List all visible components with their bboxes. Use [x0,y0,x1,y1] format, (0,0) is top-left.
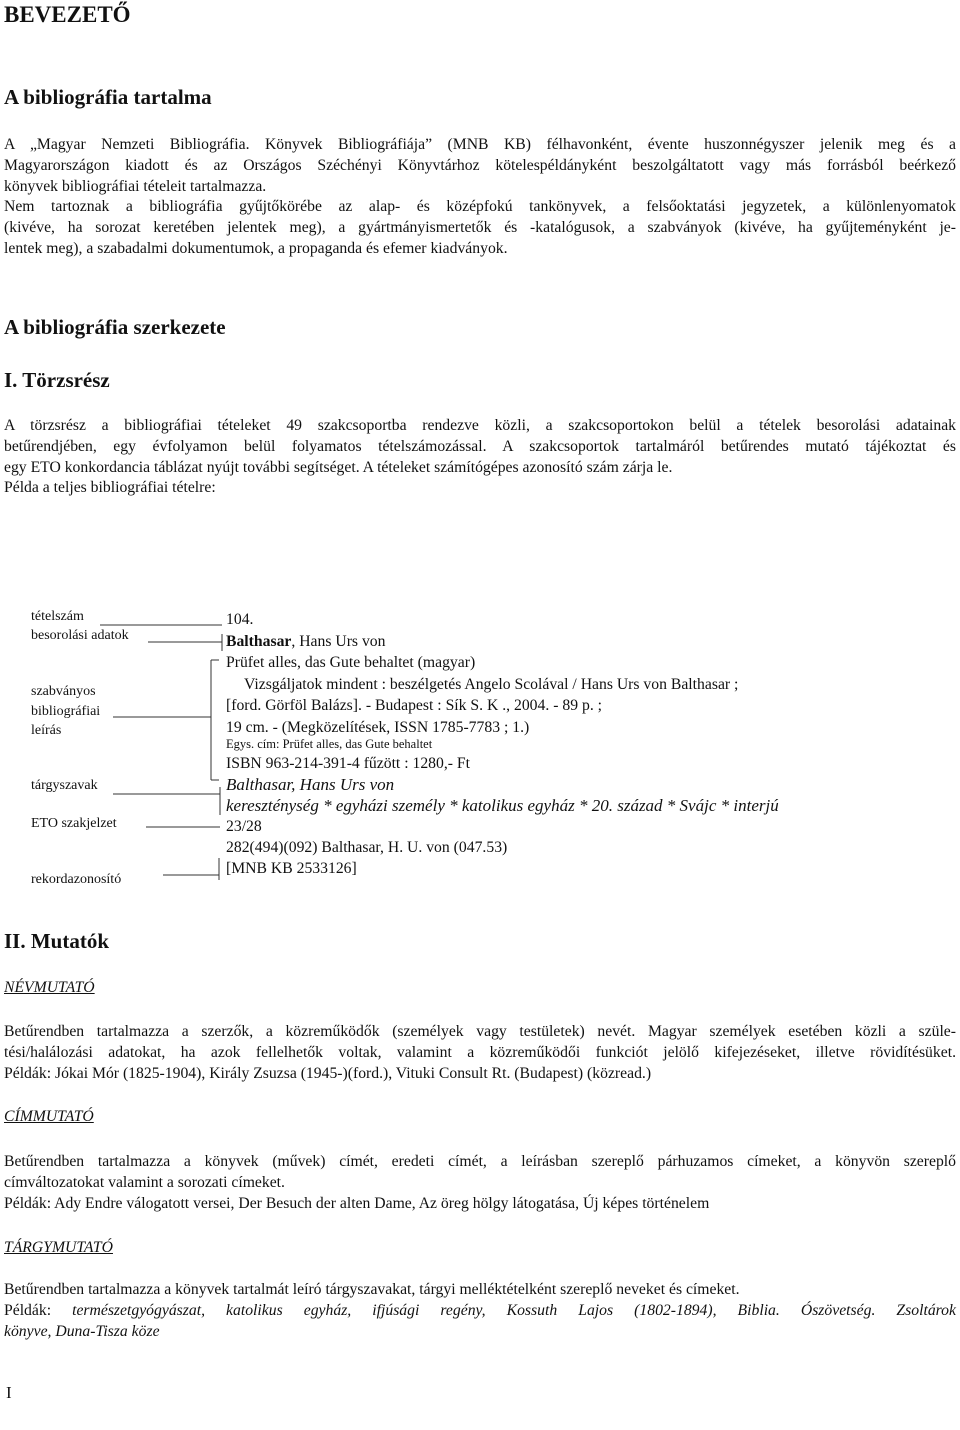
record-author [226,633,386,651]
text-line: Példák: Jókai Mór (1825-1904), Király Zsuzsa (1945-)(ford.), Vituki Consult Rt. (Budapest) (közread.) [4,1064,652,1082]
label-std-line3: leírás [31,723,62,738]
title-index-title: CÍMMUTATÓ [4,1108,94,1125]
page-title: BEVEZETŐ [4,2,131,27]
record-class1: 23/28 [226,818,262,835]
page-number: I [6,1383,12,1402]
name-index-title: NÉVMUTATÓ [4,979,95,996]
text-line: Nem tartoznak a bibliográfia gyűjtőkörébe az alap- és középfokú tankönyvek, a felsőoktatási jegyzetek, a különlenyomatok [4,198,956,216]
text-line: Példa a teljes bibliográfiai tételre: [4,479,216,497]
text-line: tési/halálozási adatokat, ha azok fellelhetők voltak, valamint a közreműködői funkciót jelölő kifejezéseket, illetve rövidítésüket. [4,1043,956,1061]
section-heading-content: A bibliográfia tartalma [4,85,212,109]
label-std-line1: szabványos [31,684,96,699]
record-title: Vizsgáljatok mindent : beszélgetés Angelo Scolával / Hans Urs von Balthasar ; [244,676,739,693]
text-line: betűrendjében, egy évfolyamon belül folyamatos tételszámozással. A szakcsoportok tartalmáról betűrendes mutató tájékoztat és [4,437,956,455]
text-line: lentek meg), a szabadalmi dokumentumok, a propaganda és efemer kiadványok. [4,239,508,257]
connector-subjects [113,787,220,815]
record-physical: 19 cm. - (Megközelítések, ISSN 1785-7783 ; 1.) [226,719,530,736]
connector-heading-data [148,634,222,651]
text-line: Magyarországon kiadott és az Országos Széchényi Könyvtárhoz kötelespéldányként beszolgáltatott vagy más forrásból beérkező [4,156,956,174]
record-number: 104. [226,611,254,628]
examples-list: természetgyógyászat, katolikus egyház, ifjúsági regény, Kossuth Lajos (1802-1894), Biblia. Ószövetség. Zsoltárok [72,1301,956,1319]
examples-label: Példák: [4,1301,73,1319]
text-line: címváltozatokat valamint a sorozati címeket. [4,1173,285,1191]
text-line: A törzsrész a bibliográfiai tételeket 49 szakcsoportba rendezve közli, a szakcsoportokon belül a tételek besorolási adatainak [4,417,956,434]
paragraph-title-index [4,1152,956,1214]
record-subject-name: Balthasar, Hans Urs von [226,775,395,794]
text-line: Betűrendben tartalmazza a könyvek (művek) címét, eredeti címét, a leírásban szereplő párhuzamos címeket, a könyvön szereplő [4,1153,956,1170]
paragraph-subject-index [4,1280,956,1342]
connector-std-description [113,660,219,780]
record-publication: [ford. Görföl Balázs]. - Budapest : Sík S. K ., 2004. - 89 p. ; [226,697,603,714]
record-author-surname: Balthasar [226,633,292,650]
subject-index-title: TÁRGYMUTATÓ [4,1239,113,1256]
label-heading-data: besorolási adatok [31,628,129,643]
subsection-heading-main-part: I. Törzsrész [4,368,110,392]
label-item-number: tételszám [31,609,84,624]
record-class2: 282(494)(092) Balthasar, H. U. von (047.53) [226,839,508,856]
record-other-title: Egys. cím: Prüfet alles, das Gute behaltet [226,737,433,751]
record-isbn: ISBN 963-214-391-4 fűzött : 1280,- Ft [226,755,471,772]
record-uniform-title: Prüfet alles, das Gute behaltet (magyar) [226,654,476,671]
section-heading-structure: A bibliográfia szerkezete [4,315,226,339]
text-line [4,1322,956,1343]
text-line: (kivéve, ha sorozat keretében jelentek meg), a gyártmányismertetők és -katalógusok, a szabványok (kivéve, ha gyűjteményként je- [4,219,956,237]
connector-record-id [163,858,219,880]
text-line: A „Magyar Nemzeti Bibliográfia. Könyvek Bibliográfiája” (MNB KB) félhavonként, évente huszonnégyszer jelenik meg és a [4,136,956,153]
label-std-line2: bibliográfiai [31,704,101,719]
label-udc: ETO szakjelzet [31,816,117,831]
section-heading-indexes: II. Mutatók [4,929,110,953]
examples-list-cont: könyve, Duna-Tisza köze [4,1322,160,1340]
text-line: könyvek bibliográfiai tételeit tartalmazza. [4,177,267,195]
paragraph-name-index [4,1022,956,1084]
label-subjects: tárgyszavak [31,778,98,793]
text-line: Betűrendben tartalmazza a könyvek tartalmát leíró tárgyszavakat, tárgyi melléktételként szereplő neveket és címeket. [4,1281,740,1298]
record-subjects: kereszténység * egyházi személy * katolikus egyház * 20. század * Svájc * interjú [226,796,779,815]
text-line: Betűrendben tartalmazza a szerzők, a közreműködők (személyek vagy testületek) nevét. Magyar személyek esetében közli a szüle- [4,1023,956,1040]
text-line [4,1301,956,1322]
record-id: [MNB KB 2533126] [226,860,357,877]
label-record-id: rekordazonosító [31,872,122,887]
text-line: Példák: Ady Endre válogatott versei, Der Besuch der alten Dame, Az öreg hölgy látogatása, Új képes történelem [4,1194,710,1212]
text-line: egy ETO konkordancia táblázat nyújt további segítséget. A tételeket számítógépes azonosító szám zárja le. [4,458,673,476]
record-author-given: , Hans Urs von [291,633,386,650]
